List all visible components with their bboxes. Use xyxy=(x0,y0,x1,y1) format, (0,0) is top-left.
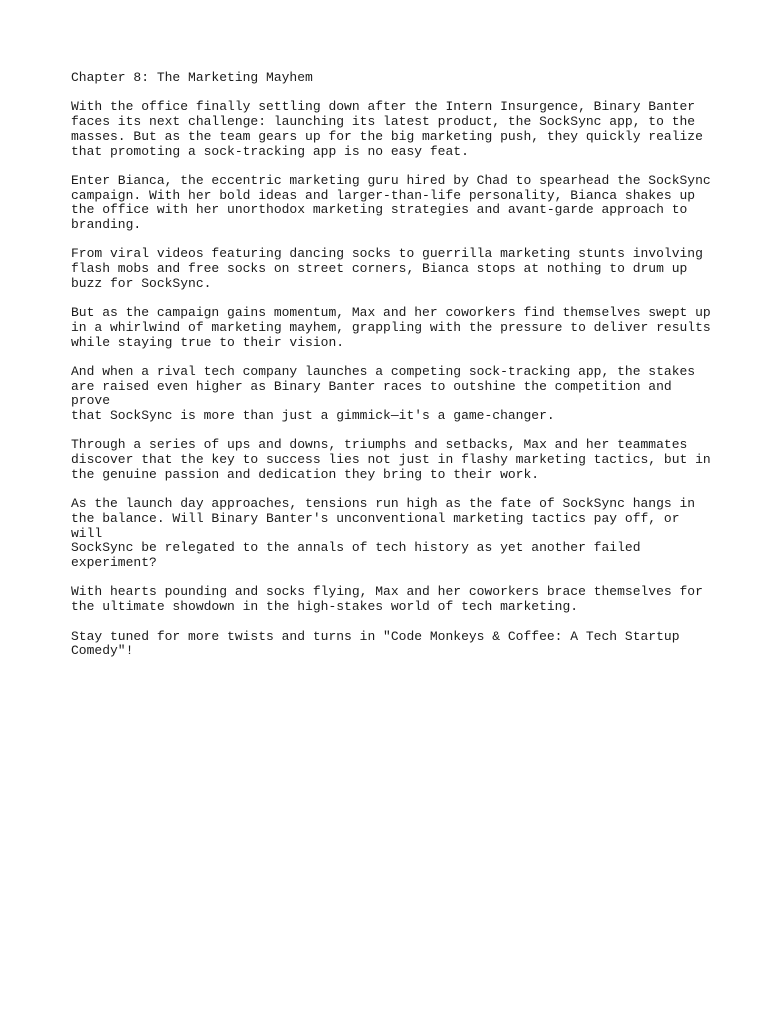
paragraph-9: Stay tuned for more twists and turns in "Code Monkeys & Coffee: A Tech Startup Comedy"! xyxy=(71,628,680,659)
document-page xyxy=(71,71,711,674)
paragraph-8: With hearts pounding and socks flying, Max and her coworkers brace themselves for the ultimate showdown in the high-stakes world of tech marketing. xyxy=(71,584,703,615)
paragraph-3: From viral videos featuring dancing socks to guerrilla marketing stunts involving flash mobs and free socks on street corners, Bianca stops at nothing to drum up buzz for SockSync. xyxy=(71,246,703,291)
chapter-title: Chapter 8: The Marketing Mayhem xyxy=(71,70,313,85)
paragraph-2: Enter Bianca, the eccentric marketing guru hired by Chad to spearhead the SockSync campaign. With her bold ideas and larger-than-life personality, Bianca shakes up the office with her unorthodox marketing strategies and avant-garde approach to branding. xyxy=(71,172,711,232)
paragraph-4: But as the campaign gains momentum, Max and her coworkers find themselves swept up in a whirlwind of marketing mayhem, grappling with the pressure to deliver results while staying true to their vision. xyxy=(71,305,711,350)
paragraph-1: With the office finally settling down after the Intern Insurgence, Binary Banter faces its next challenge: launching its latest product, the SockSync app, to the masses. But as the team gears up for the big marketing push, they quickly realize that promoting a sock-tracking app is no easy feat. xyxy=(71,99,703,159)
paragraph-6: Through a series of ups and downs, triumphs and setbacks, Max and her teammates discover that the key to success lies not just in flashy marketing tactics, but in the genuine passion and dedication they bring to their work. xyxy=(71,437,711,482)
paragraph-7: As the launch day approaches, tensions run high as the fate of SockSync hangs in the balance. Will Binary Banter's unconventional marketing tactics pay off, or will SockSync be relegated to the annals of tech history as yet another failed experiment? xyxy=(71,496,696,571)
paragraph-5: And when a rival tech company launches a competing sock-tracking app, the stakes are raised even higher as Binary Banter races to outshine the competition and prove that SockSync is more than just a gimmick—it's a game-changer. xyxy=(71,363,696,424)
